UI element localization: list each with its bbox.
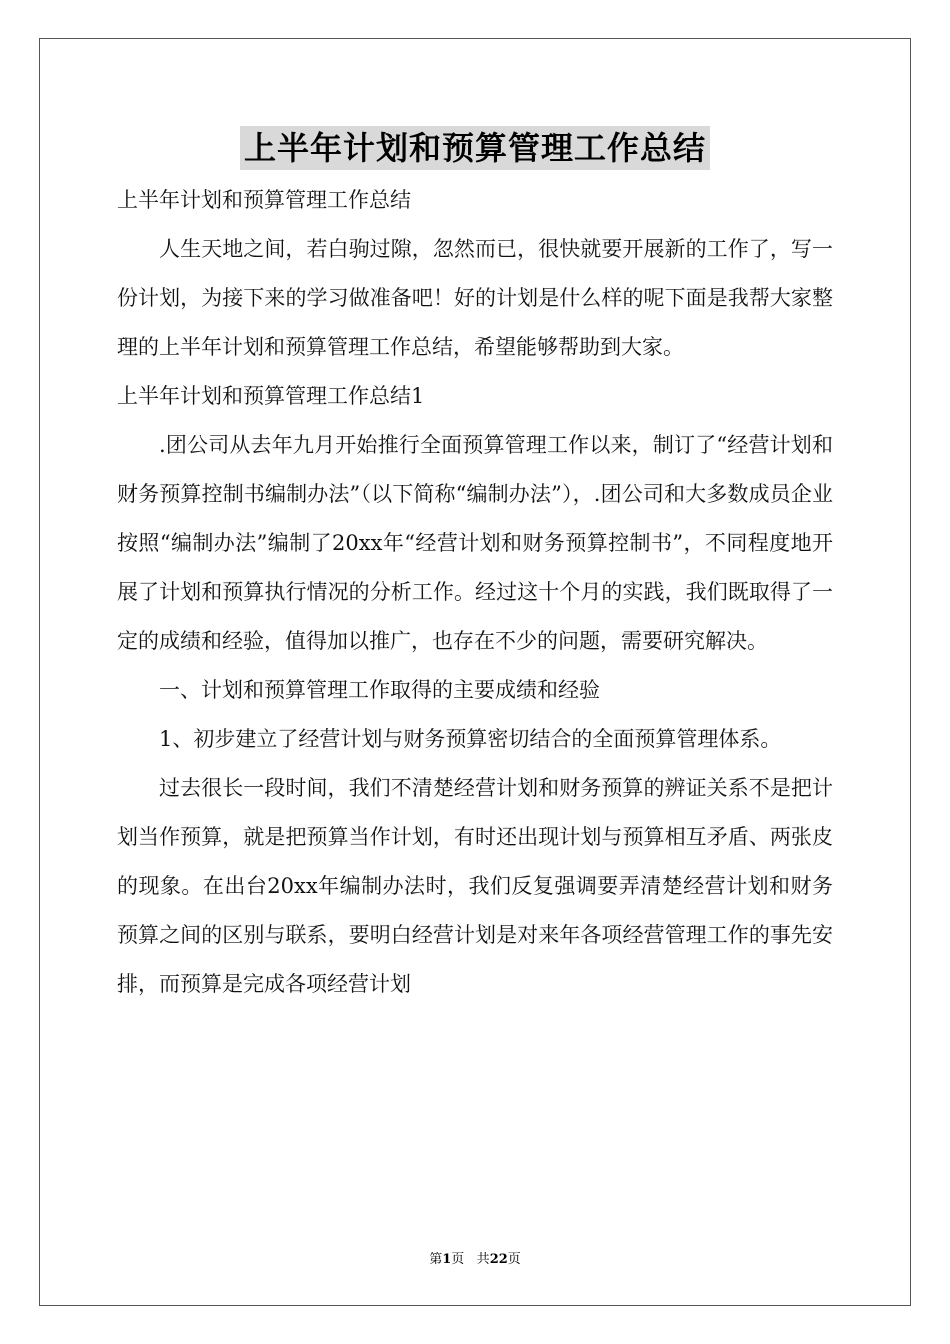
page-footer xyxy=(0,1248,950,1267)
paragraph: .团公司从去年九月开始推行全面预算管理工作以来，制订了“经营计划和财务预算控制书编制办法”（以下简称“编制办法”），.团公司和大多数成员企业按照“编制办法”编制了20xx年“经营计划和财务预算控制书”，不同程度地开展了计划和预算执行情况的分析工作。经过这十个月的实践，我们既取得了一定的成绩和经验，值得加以推广，也存在不少的问题，需要研究解决。 xyxy=(117,433,833,653)
paragraph: 1、初步建立了经营计划与财务预算密切结合的全面预算管理体系。 xyxy=(159,727,782,751)
total-prefix: 共 xyxy=(476,1252,490,1267)
total-suffix: 页 xyxy=(507,1252,521,1267)
title-container xyxy=(0,126,950,170)
page-suffix: 页 xyxy=(451,1252,465,1267)
total-pages: 22 xyxy=(489,1252,508,1267)
section-heading: 一、计划和预算管理工作取得的主要成绩和经验 xyxy=(159,678,600,702)
paragraph: 过去很长一段时间，我们不清楚经营计划和财务预算的辨证关系不是把计划当作预算，就是把预算当作计划，有时还出现计划与预算相互矛盾、两张皮的现象。在出台20xx年编制办法时，我们反复强调要弄清楚经营计划和财务预算之间的区别与联系，要明白经营计划是对来年各项经营管理工作的事先安排，而预算是完成各项经营计划 xyxy=(117,776,833,996)
paragraph: 人生天地之间，若白驹过隙，忽然而已，很快就要开展新的工作了，写一份计划，为接下来的学习做准备吧！好的计划是什么样的呢下面是我帮大家整理的上半年计划和预算管理工作总结，希望能够帮助到大家。 xyxy=(117,237,833,359)
document-body xyxy=(117,176,833,1009)
section-heading: 上半年计划和预算管理工作总结1 xyxy=(117,384,425,408)
page-prefix: 第 xyxy=(429,1252,443,1267)
page-number: 1 xyxy=(442,1252,452,1267)
paragraph: 上半年计划和预算管理工作总结 xyxy=(117,188,411,212)
document-title: 上半年计划和预算管理工作总结 xyxy=(240,126,710,170)
